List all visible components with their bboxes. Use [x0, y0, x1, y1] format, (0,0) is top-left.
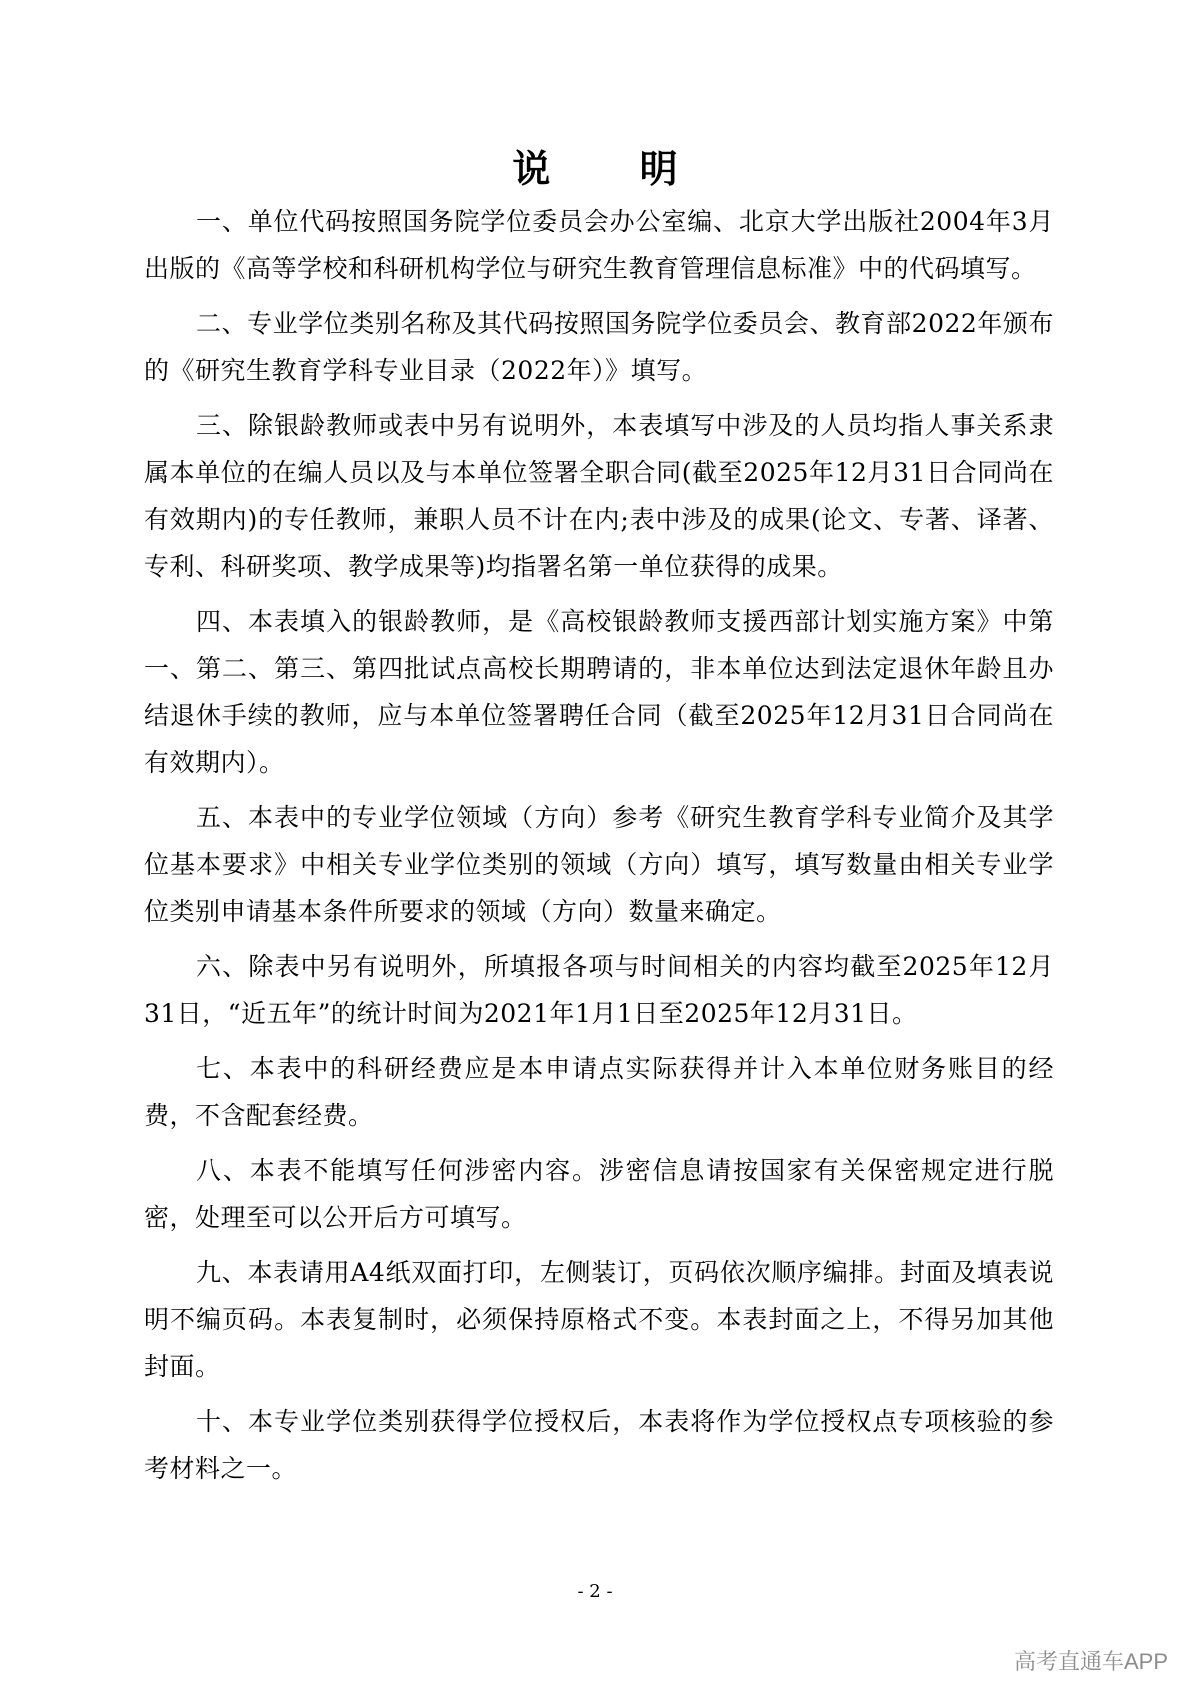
instructions-body [144, 198, 1054, 1500]
instruction-paragraph-8: 八、本表不能填写任何涉密内容。涉密信息请按国家有关保密规定进行脱密，处理至可以公开后方可填写。 [144, 1156, 1054, 1232]
instruction-paragraph-1: 一、单位代码按照国务院学位委员会办公室编、北京大学出版社2004年3月出版的《高等学校和科研机构学位与研究生教育管理信息标准》中的代码填写。 [144, 207, 1054, 283]
instruction-paragraph-5: 五、本表中的专业学位领域（方向）参考《研究生教育学科专业简介及其学位基本要求》中相关专业学位类别的领域（方向）填写，填写数量由相关专业学位类别申请基本条件所要求的领域（方向）数量来确定。 [144, 803, 1054, 926]
instruction-paragraph-4: 四、本表填入的银龄教师，是《高校银龄教师支援西部计划实施方案》中第一、第二、第三、第四批试点高校长期聘请的，非本单位达到法定退休年龄且办结退休手续的教师，应与本单位签署聘任合同（截至2025年12月31日合同尚在有效期内）。 [144, 607, 1054, 777]
instruction-paragraph-2: 二、专业学位类别名称及其代码按照国务院学位委员会、教育部2022年颁布的《研究生教育学科专业目录（2022年）》填写。 [144, 309, 1054, 385]
instruction-paragraph-9: 九、本表请用A4纸双面打印，左侧装订，页码依次顺序编排。封面及填表说明不编页码。本表复制时，必须保持原格式不变。本表封面之上，不得另加其他封面。 [144, 1258, 1054, 1381]
page-number: - 2 - [577, 1581, 613, 1602]
instruction-paragraph-6: 六、除表中另有说明外，所填报各项与时间相关的内容均截至2025年12月31日，“近五年”的统计时间为2021年1月1日至2025年12月31日。 [144, 952, 1054, 1028]
instruction-paragraph-10: 十、本专业学位类别获得学位授权后，本表将作为学位授权点专项核验的参考材料之一。 [144, 1407, 1054, 1483]
app-watermark: 高考直通车APP [1013, 1649, 1168, 1674]
instruction-paragraph-3: 三、除银龄教师或表中另有说明外，本表填写中涉及的人员均指人事关系隶属本单位的在编人员以及与本单位签署全职合同(截至2025年12月31日合同尚在有效期内)的专任教师，兼职人员不计在内;表中涉及的成果(论文、专著、译著、专利、科研奖项、教学成果等)均指署名第一单位获得的成果。 [144, 411, 1054, 581]
document-title: 说 明 [512, 146, 716, 191]
instruction-paragraph-7: 七、本表中的科研经费应是本申请点实际获得并计入本单位财务账目的经费，不含配套经费。 [144, 1054, 1054, 1130]
